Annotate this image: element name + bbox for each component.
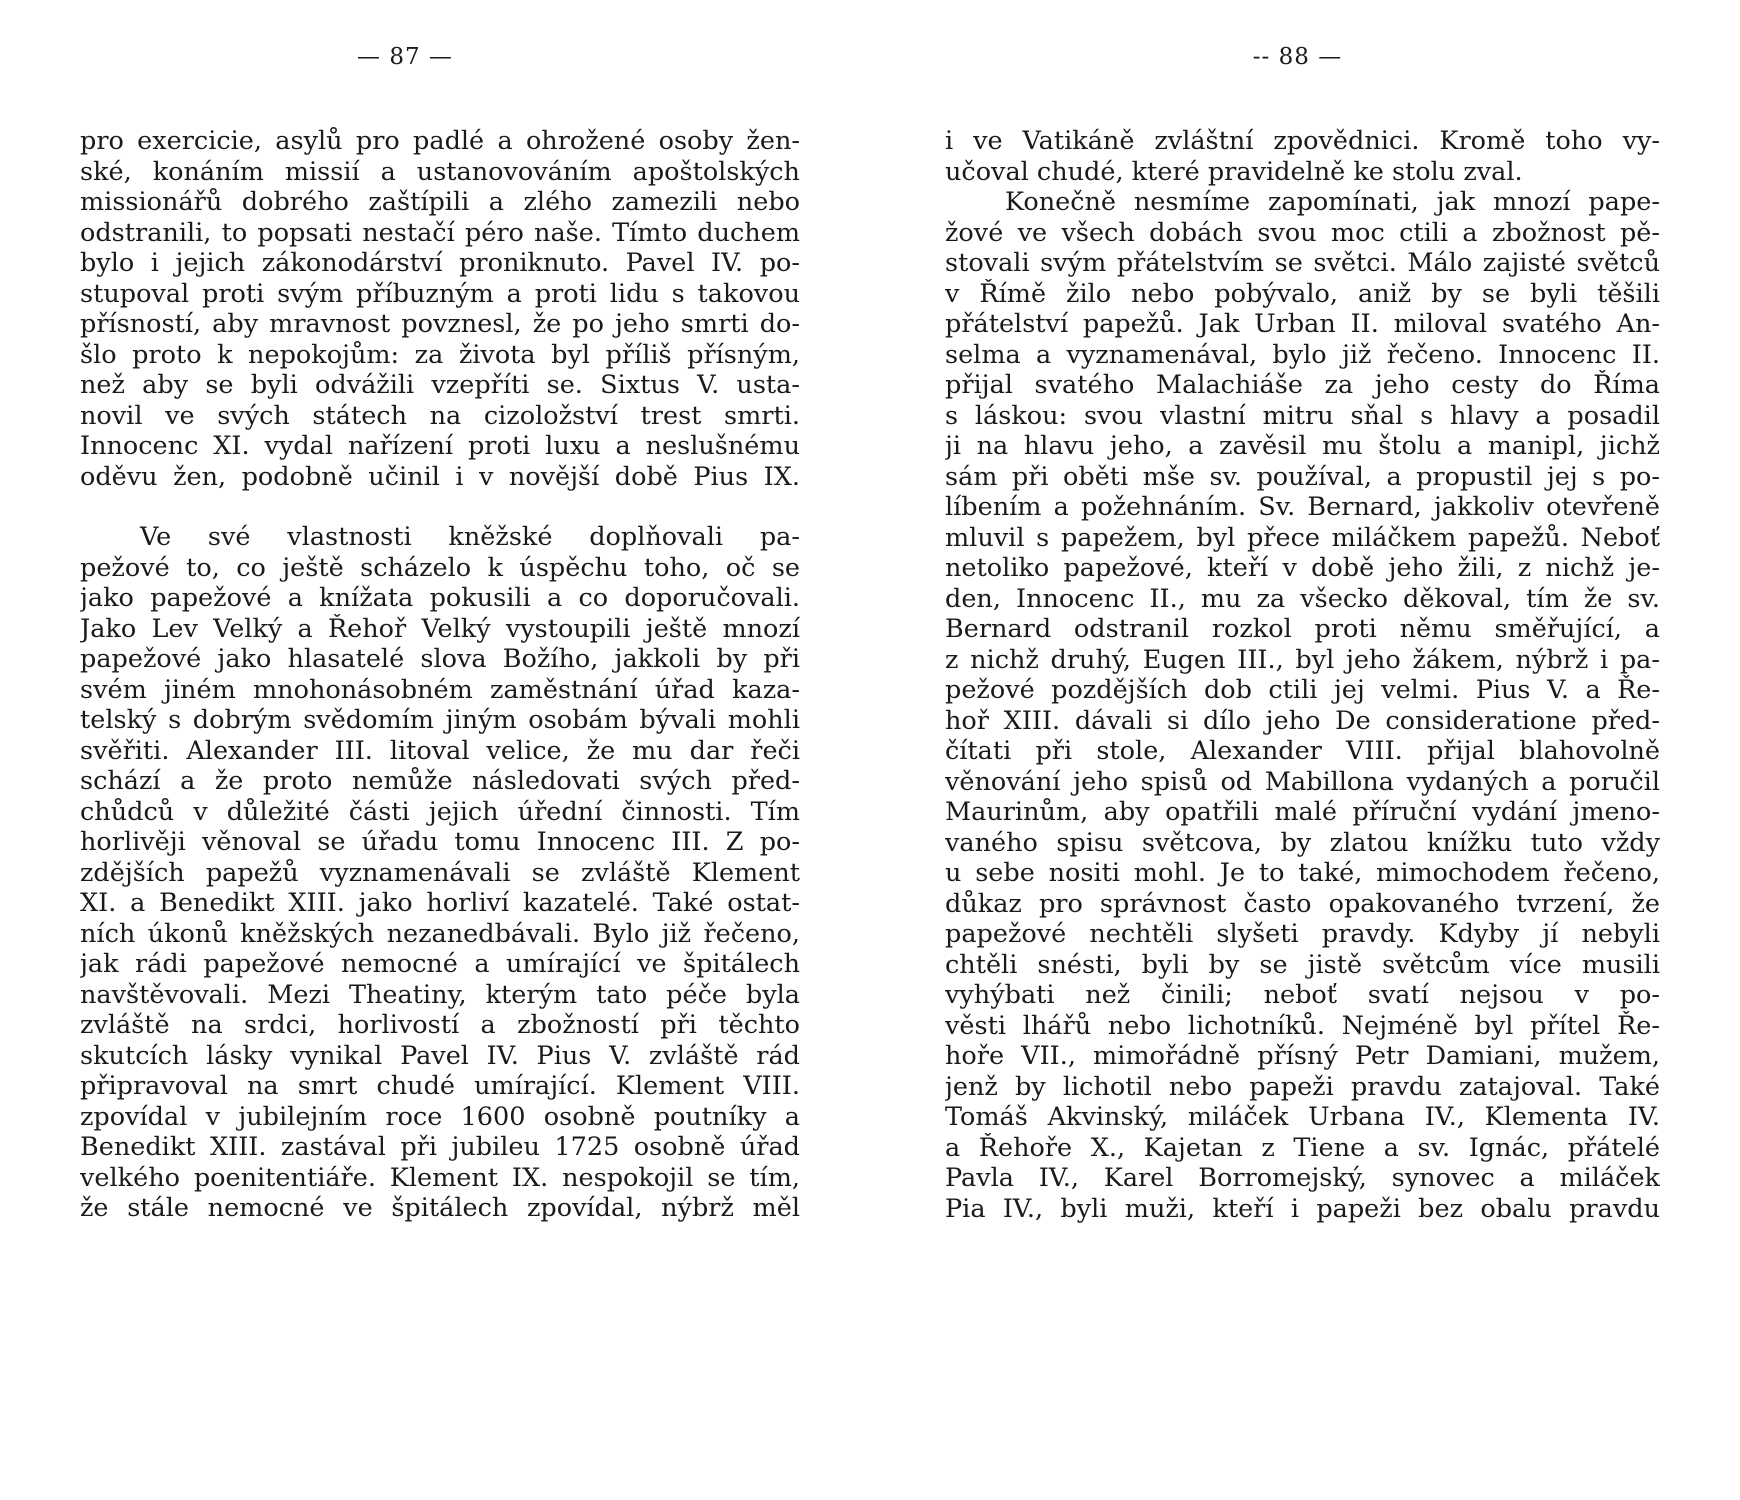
text-line: velkého poenitentiáře. Klement IX. nespokojil se tím, — [80, 1162, 800, 1193]
text-line: stupoval proti svým příbuzným a proti lidu s takovou — [80, 278, 800, 309]
text-line: vaného spisu světcova, by zlatou knížku tuto vždy — [945, 827, 1660, 858]
text-line: vyhýbati než činili; neboť svatí nejsou v po- — [945, 980, 1660, 1010]
text-line: ské, konáním missií a ustanovováním apoštolských — [80, 156, 800, 187]
right-page-text — [945, 126, 1660, 1224]
text-line: čítati při stole, Alexander VIII. přijal blahovolně — [945, 736, 1660, 766]
page-number-left: — 87 — — [357, 44, 453, 70]
text-line: navštěvovali. Mezi Theatiny, kterým tato péče byla — [80, 979, 800, 1010]
text-line: svěřiti. Alexander III. litoval velice, že mu dar řeči — [80, 735, 800, 766]
text-line: chůdců v důležité části jejich úřední činnosti. Tím — [80, 796, 800, 827]
text-line: než aby se byli odvážili vzepříti se. Sixtus V. usta- — [80, 370, 800, 400]
text-line: missionářů dobrého zaštípili a zlého zamezili nebo — [80, 187, 800, 217]
text-line: novil ve svých státech na cizoložství trest smrti. — [80, 400, 800, 431]
text-line: jak rádi papežové nemocné a umírající ve špitálech — [80, 949, 800, 979]
text-line: jako papežové a knížata pokusili a co doporučovali. — [80, 583, 800, 613]
text-line: učoval chudé, které pravidelně ke stolu zval. — [945, 156, 1523, 187]
text-line: Ve své vlastnosti kněžské doplňovali pa- — [140, 522, 800, 552]
text-line: Jako Lev Velký a Řehoř Velký vystoupili ještě mnozí — [80, 613, 800, 644]
text-line: věsti lhářů nebo lichotníků. Nejméně byl přítel Ře- — [945, 1010, 1660, 1041]
text-line: šlo proto k nepokojům: za života byl příliš přísným, — [80, 339, 800, 370]
right-page — [945, 0, 1660, 1500]
text-line: líbením a požehnáním. Sv. Bernard, jakkoliv otevřeně — [945, 492, 1660, 522]
text-line: papežové jako hlasatelé slova Božího, jakkoli by při — [80, 644, 800, 674]
text-line: připravoval na smrt chudé umírající. Klement VIII. — [80, 1071, 800, 1101]
text-line: ních úkonů kněžských nezanedbávali. Bylo již řečeno, — [80, 918, 800, 949]
text-line: přátelství papežů. Jak Urban II. miloval svatého An- — [945, 309, 1660, 339]
text-line: přijal svatého Malachiáše za jeho cesty do Říma — [945, 370, 1660, 400]
text-line: ji na hlavu jeho, a zavěsil mu štolu a manipl, jichž — [945, 431, 1660, 461]
text-line: schází a že proto nemůže následovati svých před- — [80, 766, 800, 796]
text-line: žové ve všech dobách svou moc ctili a zbožnost pě- — [945, 217, 1660, 248]
text-line: pro exercicie, asylů pro padlé a ohrožené osoby žen- — [80, 126, 800, 156]
text-line: telský s dobrým svědomím jiným osobám bývali mohli — [80, 705, 800, 735]
text-line: že stále nemocné ve špitálech zpovídal, nýbrž měl — [80, 1193, 800, 1223]
text-line: hoř XIII. dávali si dílo jeho De consideratione před- — [945, 705, 1660, 736]
text-line: chtěli snésti, byli by se jistě světcům více musili — [945, 949, 1660, 980]
text-line: pežové to, co ještě scházelo k úspěchu toho, oč se — [80, 552, 800, 583]
text-line: v Římě žilo nebo pobývalo, aniž by se byli těšili — [945, 278, 1660, 309]
text-line: u sebe nositi mohl. Je to také, mimochodem řečeno, — [945, 858, 1660, 888]
text-line: Bernard odstranil rozkol proti němu směřující, a — [945, 614, 1660, 644]
text-line: zdějších papežů vyznamenávali se zvláště Klement — [80, 857, 800, 888]
left-page — [80, 0, 800, 1500]
text-line: přísností, aby mravnost povznesl, že po jeho smrti do- — [80, 309, 800, 339]
text-line: XI. a Benedikt XIII. jako horliví kazatelé. Také ostat- — [80, 888, 800, 918]
text-line: oděvu žen, podobně učinil i v novější době Pius IX. — [80, 461, 800, 492]
text-line: hoře VII., mimořádně přísný Petr Damiani, mužem, — [945, 1041, 1660, 1071]
text-line: Maurinům, aby opatřili malé příruční vydání jmeno- — [945, 797, 1660, 827]
text-line: pežové pozdějších dob ctili jej velmi. Pius V. a Ře- — [945, 675, 1660, 705]
text-line: odstranili, to popsati nestačí péro naše. Tímto duchem — [80, 217, 800, 248]
text-line: sám při oběti mše sv. používal, a propustil jej s po- — [945, 461, 1660, 492]
text-line: bylo i jejich zákonodárství proniknuto. Pavel IV. po- — [80, 248, 800, 278]
text-line: s láskou: svou vlastní mitru sňal s hlavy a posadil — [945, 400, 1660, 431]
text-line: Pavla IV., Karel Borromejský, synovec a miláček — [945, 1163, 1660, 1193]
text-line: z nichž druhý, Eugen III., byl jeho žákem, nýbrž i pa- — [945, 644, 1660, 675]
text-line: netoliko papežové, kteří v době jeho žili, z nichž je- — [945, 553, 1660, 583]
text-line: stovali svým přátelstvím se světci. Málo zajisté světců — [945, 248, 1660, 278]
text-line: Innocenc XI. vydal nařízení proti luxu a neslušnému — [80, 431, 800, 461]
text-line: skutcích lásky vynikal Pavel IV. Pius V. zvláště rád — [80, 1040, 800, 1071]
text-line: Konečně nesmíme zapomínati, jak mnozí pape- — [1005, 187, 1660, 217]
text-line: Pia IV., byli muži, kteří i papeži bez obalu pravdu — [945, 1193, 1660, 1224]
text-line: zpovídal v jubilejním roce 1600 osobně poutníky a — [80, 1101, 800, 1132]
text-line: Tomáš Akvinský, miláček Urbana IV., Klementa IV. — [945, 1102, 1660, 1132]
text-line: jenž by lichotil nebo papeži pravdu zatajoval. Také — [945, 1071, 1660, 1102]
text-line: mluvil s papežem, byl přece miláčkem papežů. Neboť — [945, 522, 1660, 553]
text-line: Benedikt XIII. zastával při jubileu 1725 osobně úřad — [80, 1132, 800, 1162]
page-number-right: -- 88 — — [1252, 44, 1343, 70]
text-line: důkaz pro správnost často opakovaného tvrzení, že — [945, 888, 1660, 919]
text-line: horlivěji věnoval se úřadu tomu Innocenc III. Z po- — [80, 827, 800, 857]
text-line: zvláště na srdci, horlivostí a zbožností při těchto — [80, 1010, 800, 1040]
paragraph-gap — [80, 492, 800, 522]
text-line: i ve Vatikáně zvláštní zpovědnici. Kromě toho vy- — [945, 126, 1660, 156]
left-page-text — [80, 126, 800, 1224]
text-line: a Řehoře X., Kajetan z Tiene a sv. Ignác, přátelé — [945, 1132, 1660, 1163]
text-line: selma a vyznamenával, bylo již řečeno. Innocenc II. — [945, 339, 1660, 370]
text-line: svém jiném mnohonásobném zaměstnání úřad kaza- — [80, 674, 800, 705]
text-line: věnování jeho spisů od Mabillona vydaných a poručil — [945, 766, 1660, 797]
text-line: den, Innocenc II., mu za všecko děkoval, tím že sv. — [945, 583, 1660, 614]
text-line: papežové nechtěli slyšeti pravdy. Kdyby jí nebyli — [945, 919, 1660, 949]
